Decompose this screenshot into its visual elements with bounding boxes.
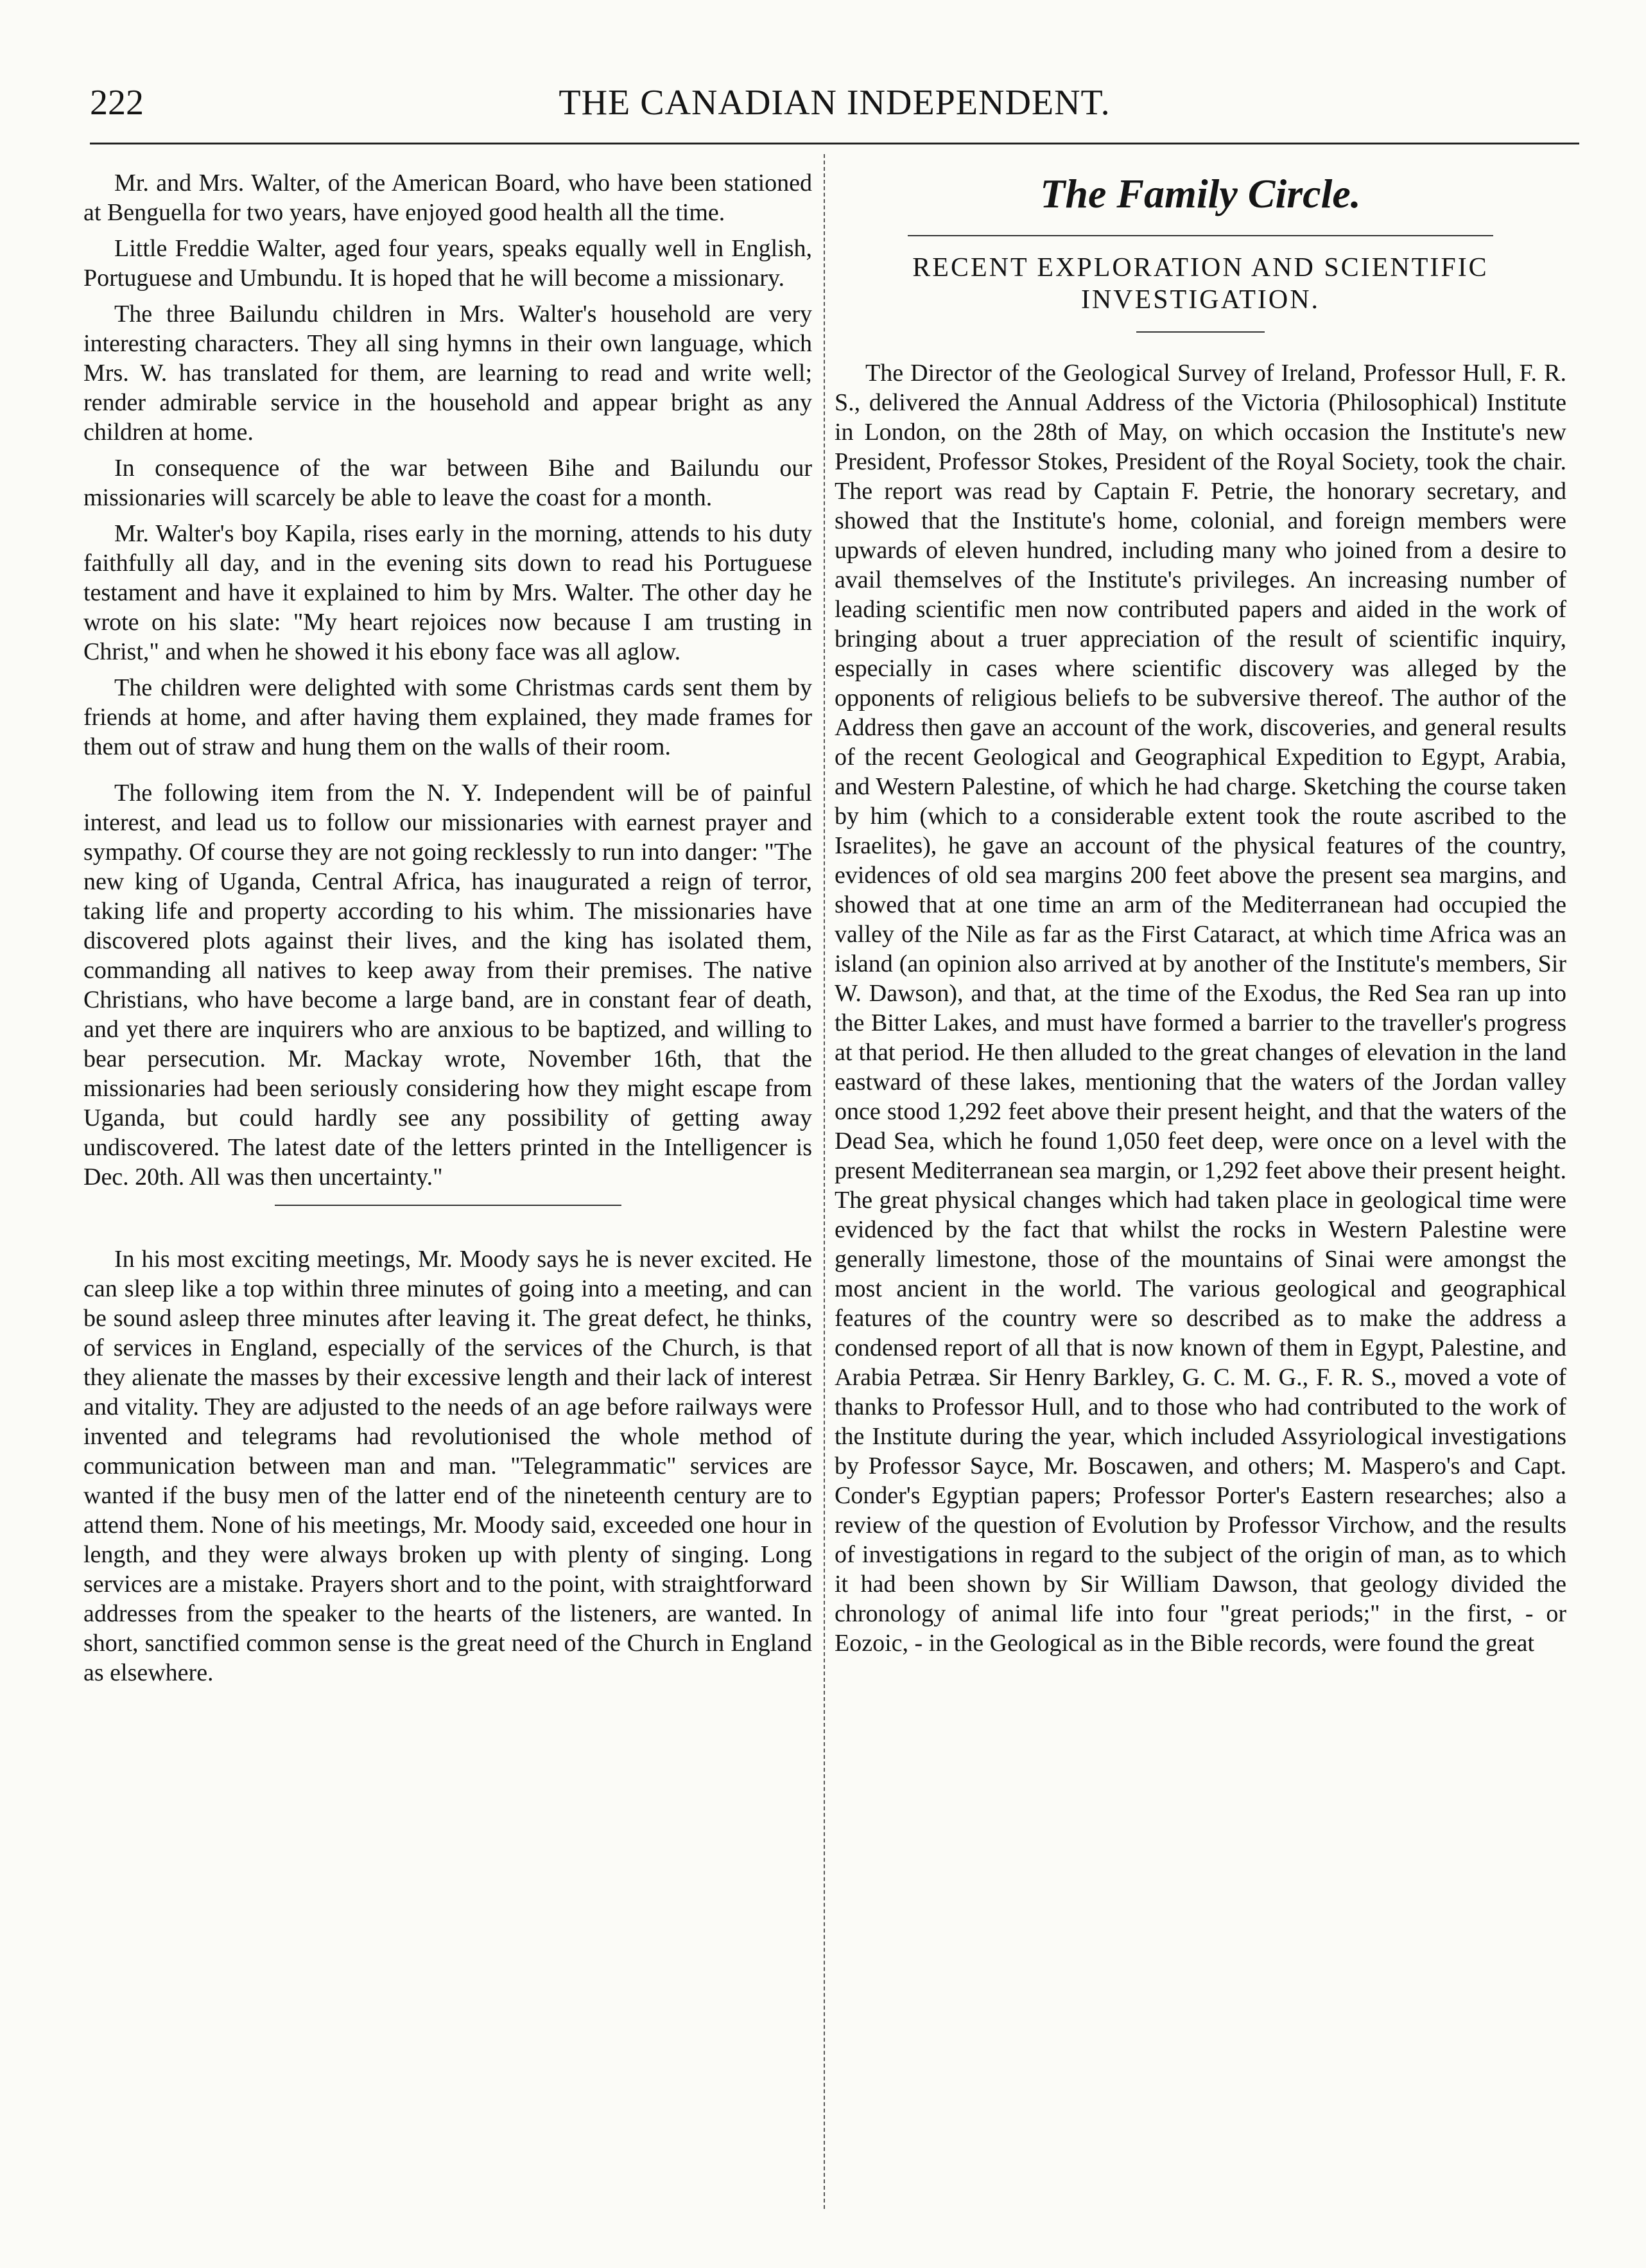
article-body: The Director of the Geological Survey of Ireland, Professor Hull, F. R. S., delivered the Annual Address of the Victoria (Philosophical) Institute in London, on the 28th of May, on which occasion the Institute's new President, Professor Stokes, President of the Royal Society, took the chair. The report was read by Captain F. Petrie, the honorary secretary, and showed that the Institute's home, colonial, and foreign members were upwards of eleven hundred, including many who joined from a desire to avail themselves of the Institute's privileges. An increasing number of leading scientific men now contributed papers and aided in the work of bringing about a truer appreciation of the result of scientific inquiry, especially in cases where scientific discovery was alleged by the opponents of religious beliefs to be subversive thereof. The author of the Address then gave an account of the work, discoveries, and general results of the recent Geological and Geographical Expedition to Egypt, Arabia, and Western Palestine, of which he had charge. Sketching the course taken by him (which to a considerable extent took the route ascribed to the Israelites), he gave an account of the physical features of the country, evidences of old sea margins 200 feet above the present sea margins, and showed that at one time an arm of the Mediterranean had occupied the valley of the Nile as far as the First Cataract, at which time Africa was an island (an opinion also arrived at by another of the Institute's members, Sir W. Dawson), and that, at the time of the Exodus, the Red Sea ran up into the Bitter Lakes, and must have formed a barrier to the traveller's progress at that period. He then alluded to the great changes of elevation in the land eastward of these lakes, mentioning that the waters of the Jordan valley once stood 1,292 feet above their present height, and that the waters of the Dead Sea, which he found 1,050 feet deep, were once on a level with the present Mediterranean sea margin, or 1,292 feet above their present height. The great physical changes which had taken place in geological time were evidenced by the fact that whilst the rocks in Western Palestine were generally limestone, those of the mountains of Sinai were amongst the most ancient in the world. The various geological and geographical features of the country were so described as to make the address a condensed report of all that is now known of them in Egypt, Palestine, and Arabia Petræa. Sir Henry Barkley, G. C. M. G., F. R. S., moved a vote of thanks to Professor Hull, and to those who had contributed to the work of the Institute during the year, which included Assyriological investigations by Professor Sayce, Mr. Boscawen, and others; M. Maspero's and Capt. Conder's Egyptian papers; Professor Porter's Eastern researches; also a review of the question of Evolution by Professor Virchow, and the results of investigations in regard to the subject of the origin of man, as to which it had been shown by Sir William Dawson, that geology divided the chronology of animal life into four "great periods;" in the first, - or Eozoic, - in the Geological as in the Bible records, were found the great	[835, 360, 1566, 1657]
left-column	[83, 168, 812, 1694]
paragraph: Mr. Walter's boy Kapila, rises early in the morning, attends to his duty faithfully all day, and in the evening sits down to read his Portuguese testament and have it explained to him by Mrs. Walter. The other day he wrote on his slate: "My heart rejoices now because I am trusting in Christ," and when he showed it his ebony face was all aglow.	[83, 520, 812, 665]
paragraph: The three Bailundu children in Mrs. Walter's household are very interesting characters. They all sing hymns in their own language, which Mrs. W. has translated for them, are learning to read and write well; render admirable service in the household and appear bright as any children at home.	[83, 301, 812, 446]
right-column	[835, 168, 1566, 1664]
page-number: 222	[90, 83, 144, 123]
journal-title: THE CANADIAN INDEPENDENT.	[559, 83, 1111, 123]
paragraph: Mr. and Mrs. Walter, of the American Board, who have been stationed at Benguella for two years, have enjoyed good health all the time.	[83, 170, 812, 226]
article-title: RECENT EXPLORATION AND SCIENTIFIC INVESTIGATION.	[912, 253, 1489, 315]
page-header	[90, 82, 1579, 134]
paragraph: In his most exciting meetings, Mr. Moody says he is never excited. He can sleep like a top within three minutes of going into a meeting, and can be sound asleep three minutes after leaving it. The great defect, he thinks, of services in England, especially of the services of the Church, is that they alienate the masses by their excessive length and their lack of interest and vitality. They are adjusted to the needs of an age before railways were invented and telegrams had revolutionised the whole method of communication between man and man. "Telegrammatic" services are wanted if the busy men of the latter end of the nineteenth century are to attend them. None of his meetings, Mr. Moody said, exceeded one hour in length, and they were always broken up with plenty of singing. Long services are a mistake. Prayers short and to the point, with straightforward addresses from the speaker to the hearts of the listeners, are wanted. In short, sanctified common sense is the great need of the Church in England as elsewhere.	[83, 1246, 812, 1686]
spacer	[83, 768, 812, 778]
title-rule	[1136, 331, 1265, 333]
separator-rule	[275, 1205, 621, 1206]
header-rule	[90, 143, 1579, 144]
column-divider	[824, 154, 825, 2209]
section-rule	[908, 235, 1493, 236]
section-title: The Family Circle.	[1040, 171, 1361, 216]
paragraph: Little Freddie Walter, aged four years, speaks equally well in English, Portuguese and Umbundu. It is hoped that he will become a missionary.	[83, 235, 812, 292]
paragraph: In consequence of the war between Bihe and Bailundu our missionaries will scarcely be able to leave the coast for a month.	[83, 455, 812, 511]
paragraph: The following item from the N. Y. Independent will be of painful interest, and lead us to follow our missionaries with earnest prayer and sympathy. Of course they are not going recklessly to run into danger: "The new king of Uganda, Central Africa, has inaugurated a reign of terror, taking life and property according to his whim. The missionaries have discovered plots against their lives, and the king has isolated them, commanding all natives to keep away from their premises. The native Christians, who have become a large band, are in constant fear of death, and yet there are inquirers who are anxious to be baptized, and willing to bear persecution. Mr. Mackay wrote, November 16th, that the missionaries had been seriously considering how they might escape from Uganda, but could hardly see any possibility of getting away undiscovered. The latest date of the letters printed in the Intelligencer is Dec. 20th. All was then uncertainty."	[83, 780, 812, 1191]
paragraph: The children were delighted with some Christmas cards sent them by friends at home, and after having them explained, they made frames for them out of straw and hung them on the walls of their room.	[83, 674, 812, 760]
